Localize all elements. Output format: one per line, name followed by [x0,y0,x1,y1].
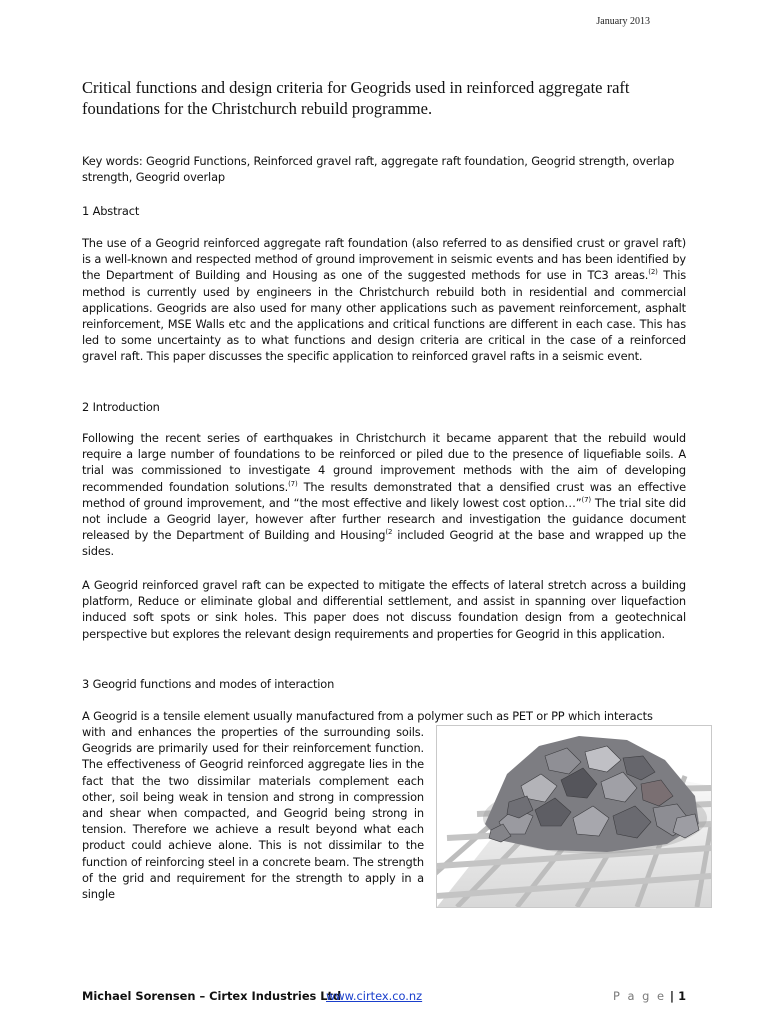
page-number: 1 [678,989,686,1003]
citation-ref: (2) [648,268,658,277]
intro-text-cont: The results demonstrated that a densified crust was an effective method of ground improvement, and “the most effective and likely lowest cost option…” [82,479,686,510]
page-indicator [613,989,686,1003]
geogrid-aggregate-photo [436,725,712,908]
citation-ref: (7) [288,479,298,488]
section-heading-functions: 3 Geogrid functions and modes of interaction [82,677,335,691]
footer-website-link[interactable]: www.cirtex.co.nz [326,989,423,1003]
functions-paragraph-line1: A Geogrid is a tensile element usually manufactured from a polymer such as PET or PP which interacts [82,709,653,723]
section-heading-introduction: 2 Introduction [82,400,160,414]
abstract-text: The use of a Geogrid reinforced aggregate raft foundation (also referred to as densified crust or gravel raft) is a well-known and respected method of ground improvement in seismic events and has been identified by the Department of Building and Housing as one of the suggested methods for use in TC3 areas. [82,236,686,283]
citation-ref: (2 [385,528,393,537]
geogrid-aggregate-illustration [437,726,711,907]
keywords: Key words: Geogrid Functions, Reinforced gravel raft, aggregate raft foundation, Geogrid strength, overlap strength, Geogrid overlap [82,154,675,185]
page-footer [82,989,686,1003]
intro-text-cont-2: The trial site did not include a Geogrid layer, however after further research and investigation the guidance document released by the Department of Building and Housing [82,495,686,543]
header-date: January 2013 [596,16,650,27]
abstract-text-cont: This method is currently used by engineers in the Christchurch rebuild both in residential and commercial applications. Geogrids are also used for many other applications such as pavement reinforcement, asphalt reinforcement, MSE Walls etc and the applications and critical functions are different in each case. This has led to some uncertainty as to what functions and design criteria are critical in the case of a reinforced gravel raft. This paper discusses the specific application to reinforced gravel rafts in a seismic event. [82,268,686,364]
section-heading-abstract: 1 Abstract [82,204,140,218]
intro-text: Following the recent series of earthquakes in Christchurch it became apparent that the rebuild would require a large number of foundations to be reinforced or piled due to the presence of liquefiable soils. A trial was commissioned to investigate 4 ground improvement methods with the aim of developing recommended foundation solutions. [82,431,686,494]
introduction-paragraph-1 [82,430,686,560]
footer-author: Michael Sorensen – Cirtex Industries Ltd [82,989,342,1003]
page-separator: | [665,989,679,1003]
intro-text-cont-3: included Geogrid at the base and wrapped up the sides. [82,528,687,559]
page-label: P a g e [613,989,666,1003]
document-title: Critical functions and design criteria for Geogrids used in reinforced aggregate raft foundations for the Christchurch rebuild programme. [82,78,630,118]
functions-paragraph-rest: with and enhances the properties of the surrounding soils. Geogrids are primarily used for their reinforcement function. The effectiveness of Geogrid reinforced aggregate lies in the fact that the two dissimilar materials complement each other, soil being weak in tension and strong in compression and shear when compacted, and Geogrid being strong in tension. Therefore we achieve a result beyond what each product could achieve alone. This is not dissimilar to the function of reinforcing steel in a concrete beam. The strength of the grid and requirement for the strength to apply in a single [82,725,424,902]
abstract-paragraph [82,235,686,365]
citation-ref: (7) [581,495,591,504]
introduction-paragraph-2: A Geogrid reinforced gravel raft can be expected to mitigate the effects of lateral stretch across a building platform, Reduce or eliminate global and differential settlement, and assist in spanning over liquefaction induced soft spots or sink holes. This paper does not discuss foundation design from a geotechnical perspective but explores the relevant design requirements and properties for Geogrid in this application. [82,578,686,641]
